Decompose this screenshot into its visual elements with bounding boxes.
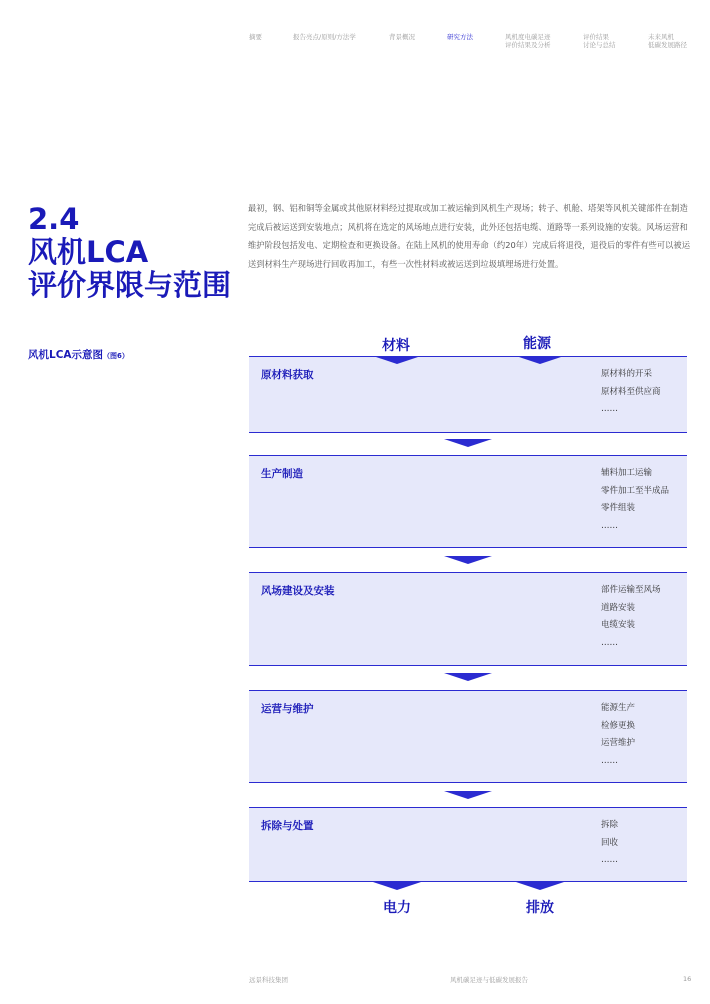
- stage-item: ……: [601, 520, 618, 531]
- figure-caption-ref: （图6）: [103, 352, 129, 360]
- nav-item-carbon-footprint-results[interactable]: 风机度电碳足迹 评价结果及分析: [505, 33, 551, 49]
- stage-name: 生产制造: [261, 468, 303, 480]
- stage-item: ……: [601, 855, 618, 865]
- stage-name: 风场建设及安装: [261, 585, 335, 597]
- stage-item: 能源生产: [601, 703, 636, 713]
- stage-item: ……: [601, 637, 618, 648]
- section-title-line1: 风机LCA: [28, 235, 149, 269]
- flow-arrow-down: [444, 673, 492, 681]
- stage-manufacturing: [249, 455, 687, 548]
- stage-item: ……: [601, 755, 618, 766]
- stage-name: 原材料获取: [261, 369, 314, 381]
- input-label-materials: 材料: [382, 338, 410, 354]
- output-arrow-emissions: [516, 882, 564, 890]
- flow-arrow-down: [444, 439, 492, 447]
- stage-name: 运营与维护: [261, 703, 314, 715]
- stage-item: 原材料的开采: [601, 369, 653, 379]
- stage-item: 回收: [601, 837, 619, 848]
- input-arrow-materials: [373, 356, 421, 364]
- stage-name: 拆除与处置: [261, 820, 314, 832]
- nav-item-background[interactable]: 背景概况: [389, 33, 415, 41]
- stage-items: [601, 582, 661, 652]
- output-label-electricity: 电力: [383, 900, 411, 916]
- stage-items: [601, 465, 669, 535]
- stage-item: 部件运输至风场: [601, 585, 661, 595]
- input-label-energy: 能源: [523, 336, 551, 352]
- footer-report-title: 风机碳足迹与低碳发展报告: [450, 976, 528, 984]
- top-navigation: [0, 33, 710, 57]
- footer-page-number: 16: [683, 975, 692, 983]
- intro-paragraph: 最初，钢、铝和铜等金属或其他原材料经过提取或加工被运输到风机生产现场；转子、机舱、塔架等风机关键部件在制造完成后被运送到安装地点；风机将在选定的风场地点进行安装，此外还包括电缆、道路等一系列设施的安装。风场运营和维护阶段包括发电、定期检查和更换设备。在陆上风机的使用寿命（约20年）完成后将退役，退役后的零件有些可以被运送到材料生产现场进行回收再加工，有些一次性材料或被运送到垃圾填埋场进行处置。: [248, 203, 690, 269]
- nav-item-future-path[interactable]: 未来风机 低碳发展路径: [648, 33, 687, 49]
- section-title-line2: 评价界限与范围: [28, 268, 232, 302]
- stage-items: [601, 700, 635, 770]
- nav-item-research-method[interactable]: 研究方法: [447, 33, 473, 41]
- stage-item: ……: [601, 404, 618, 414]
- nav-item-discussion[interactable]: 评价结果 讨论与总结: [583, 33, 616, 49]
- section-title: [28, 203, 231, 302]
- stage-item: 原材料至供应商: [601, 386, 661, 397]
- stage-item: 道路安装: [601, 602, 636, 613]
- figure-caption-text: 风机LCA示意图: [28, 349, 104, 361]
- flow-arrow-down: [444, 791, 492, 799]
- stage-item: 检修更换: [601, 720, 636, 731]
- section-number: 2.4: [28, 202, 80, 236]
- stage-item: 运营维护: [601, 738, 636, 748]
- stage-item: 零件加工至半成品: [601, 485, 670, 496]
- flow-arrow-down: [444, 556, 492, 564]
- nav-item-highlights[interactable]: 报告亮点/原则/方法学: [293, 33, 356, 41]
- stage-items: [601, 817, 618, 870]
- stage-item: 辅料加工运输: [601, 468, 653, 478]
- input-arrow-energy: [516, 356, 564, 364]
- stage-operation: [249, 690, 687, 783]
- stage-item: 电缆安装: [601, 620, 636, 630]
- nav-item-summary[interactable]: 摘要: [249, 33, 262, 41]
- stage-item: 零件组装: [601, 503, 636, 513]
- stage-decommission: [249, 807, 687, 882]
- stage-construction: [249, 572, 687, 666]
- stage-item: 拆除: [601, 820, 619, 830]
- figure-caption: [28, 347, 129, 362]
- output-arrow-electricity: [373, 882, 421, 890]
- footer-company: 远景科技集团: [249, 976, 288, 984]
- stage-raw-material: [249, 356, 687, 433]
- stage-items: [601, 366, 661, 419]
- output-label-emissions: 排放: [526, 900, 554, 916]
